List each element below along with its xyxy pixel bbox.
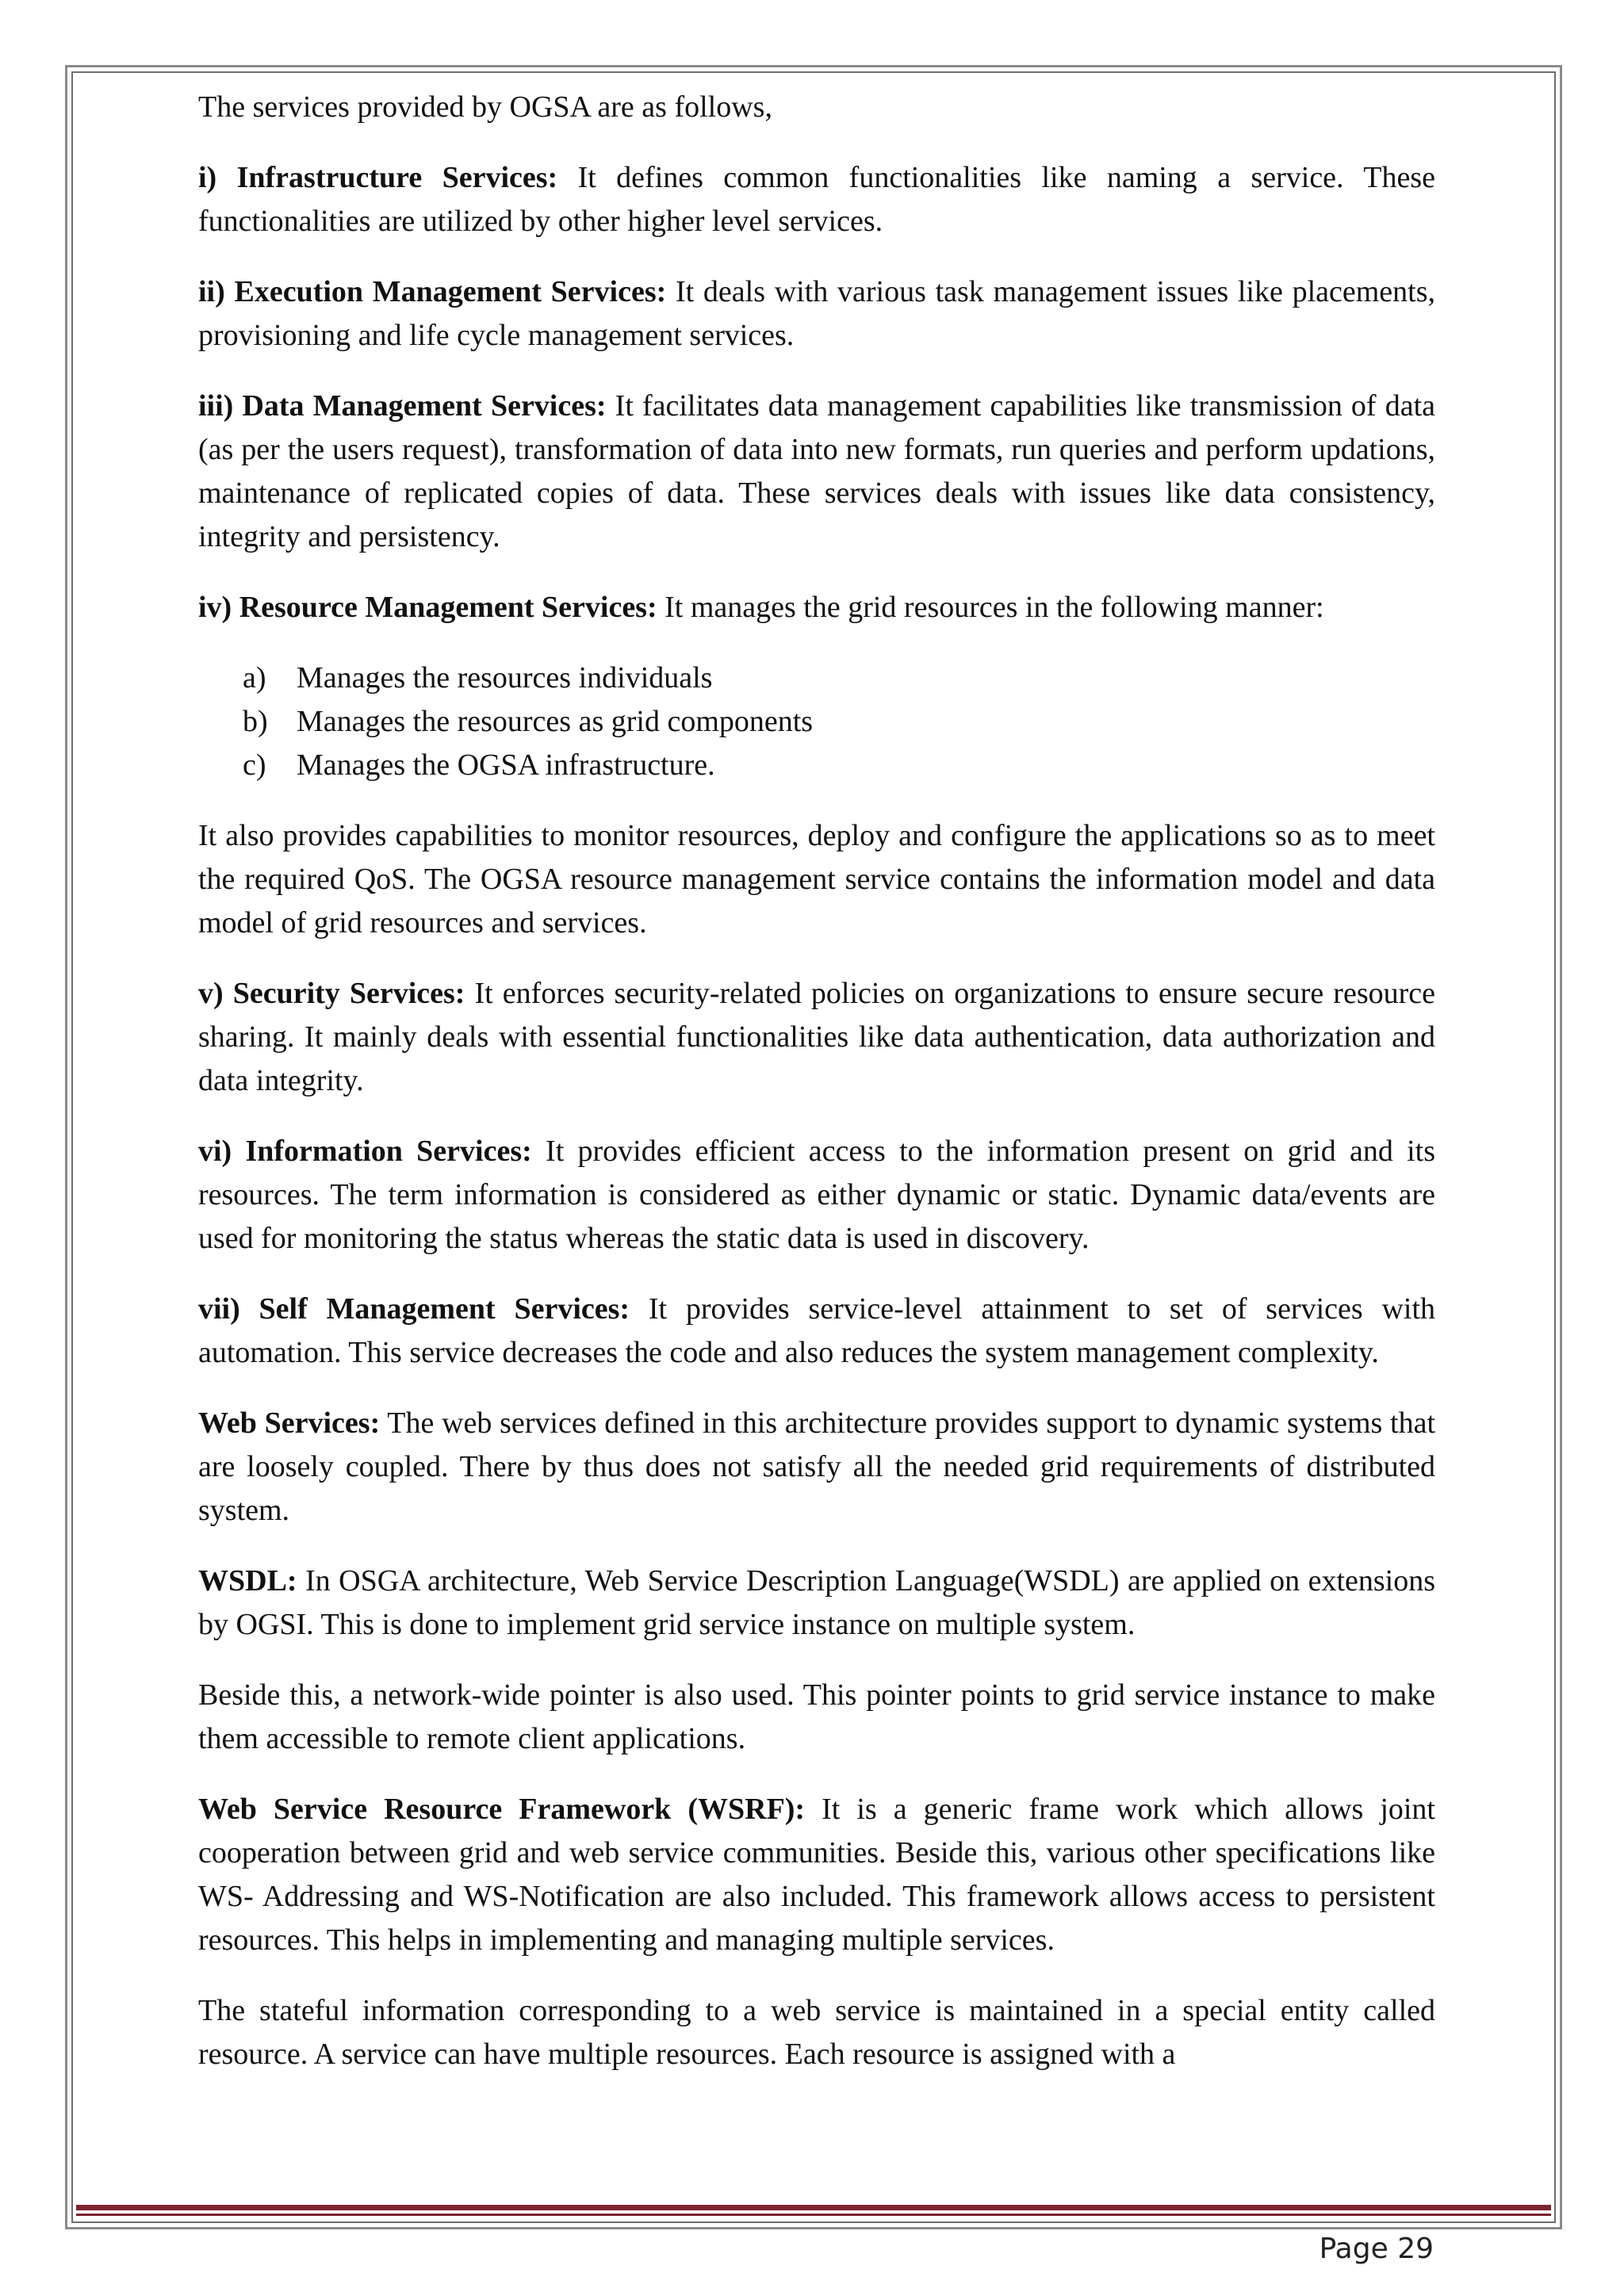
footer-rule-thin <box>76 2214 1551 2216</box>
wsrf-paragraph <box>198 1788 1435 1962</box>
wsdl-heading: WSDL: <box>198 1564 297 1598</box>
list-item-text: Manages the resources as grid components <box>297 705 814 738</box>
resource-followup-paragraph: It also provides capabilities to monitor resources, deploy and configure the applications so as to meet the required QoS. The OGSA resource management service contains the information model and data model of grid resources and services. <box>198 819 1435 939</box>
wsdl-body: In OSGA architecture, Web Service Description Language(WSDL) are applied on extensions by OGSI. This is done to implement grid service instance on multiple system. <box>198 1564 1435 1641</box>
infrastructure-services-heading: i) Infrastructure Services: <box>198 161 558 194</box>
wsrf-body: It is a generic frame work which allows joint cooperation between grid and web service communities. Beside this, various other specifications like WS- Addressing and WS-Notification are also included. This framework allows access to persistent resources. This helps in implementing and managing multiple services. <box>198 1793 1435 1957</box>
information-services-heading: vi) Information Services: <box>198 1135 532 1168</box>
data-management-body: It facilitates data management capabilities like transmission of data (as per the users request), transformation of data into new formats, run queries and perform updations, maintenance of replicated copies of data. These services deals with issues like data consistency, integrity and persistency. <box>198 389 1435 553</box>
data-management-paragraph <box>198 385 1435 559</box>
information-services-body: It provides efficient access to the information present on grid and its resources. The term information is considered as either dynamic or static. Dynamic data/events are used for monitoring the status whereas the static data is used in discovery. <box>198 1135 1435 1255</box>
web-services-body: The web services defined in this architecture provides support to dynamic systems that are loosely coupled. There by thus does not satisfy all the needed grid requirements of distributed system. <box>198 1406 1435 1527</box>
footer-rule-thick <box>76 2205 1551 2210</box>
wsrf-heading: Web Service Resource Framework (WSRF): <box>198 1793 806 1826</box>
self-management-heading: vii) Self Management Services: <box>198 1292 630 1326</box>
document-body <box>198 86 1435 2103</box>
infrastructure-services-body: It defines common functionalities like naming a service. These functionalities are utilized by other higher level services. <box>198 161 1435 238</box>
list-item <box>243 700 1435 744</box>
resource-management-heading: iv) Resource Management Services: <box>198 591 657 624</box>
execution-management-heading: ii) Execution Management Services: <box>198 275 667 308</box>
execution-management-paragraph <box>198 270 1435 358</box>
resource-management-paragraph <box>198 586 1435 629</box>
security-services-body: It enforces security-related policies on organizations to ensure secure resource sharing. It mainly deals with essential functionalities like data authentication, data authorization and data integrity. <box>198 977 1435 1097</box>
self-management-paragraph <box>198 1288 1435 1375</box>
security-services-heading: v) Security Services: <box>198 977 465 1010</box>
pointer-paragraph: Beside this, a network-wide pointer is also used. This pointer points to grid service instance to make them accessible to remote client applications. <box>198 1678 1435 1755</box>
list-marker: c) <box>243 748 266 782</box>
list-marker: b) <box>243 705 268 738</box>
intro-paragraph: The services provided by OGSA are as follows, <box>198 90 772 124</box>
list-item-text: Manages the OGSA infrastructure. <box>297 748 715 782</box>
self-management-body: It provides service-level attainment to set of services with automation. This service decreases the code and also reduces the system management complexity. <box>198 1292 1435 1369</box>
list-item <box>243 744 1435 787</box>
web-services-heading: Web Services: <box>198 1406 381 1440</box>
resource-management-list <box>198 656 1435 787</box>
list-item <box>243 656 1435 700</box>
resource-management-body: It manages the grid resources in the following manner: <box>657 591 1324 624</box>
list-marker: a) <box>243 661 266 695</box>
wsdl-paragraph <box>198 1559 1435 1647</box>
page-number: Page 29 <box>1319 2233 1434 2265</box>
data-management-heading: iii) Data Management Services: <box>198 389 607 423</box>
execution-management-body: It deals with various task management issues like placements, provisioning and life cycle management services. <box>198 275 1435 352</box>
list-item-text: Manages the resources individuals <box>297 661 713 695</box>
stateful-paragraph: The stateful information corresponding to a web service is maintained in a special entity called resource. A service can have multiple resources. Each resource is assigned with a <box>198 1994 1435 2071</box>
security-services-paragraph <box>198 972 1435 1103</box>
web-services-paragraph <box>198 1402 1435 1533</box>
infrastructure-services-paragraph <box>198 156 1435 243</box>
information-services-paragraph <box>198 1130 1435 1261</box>
